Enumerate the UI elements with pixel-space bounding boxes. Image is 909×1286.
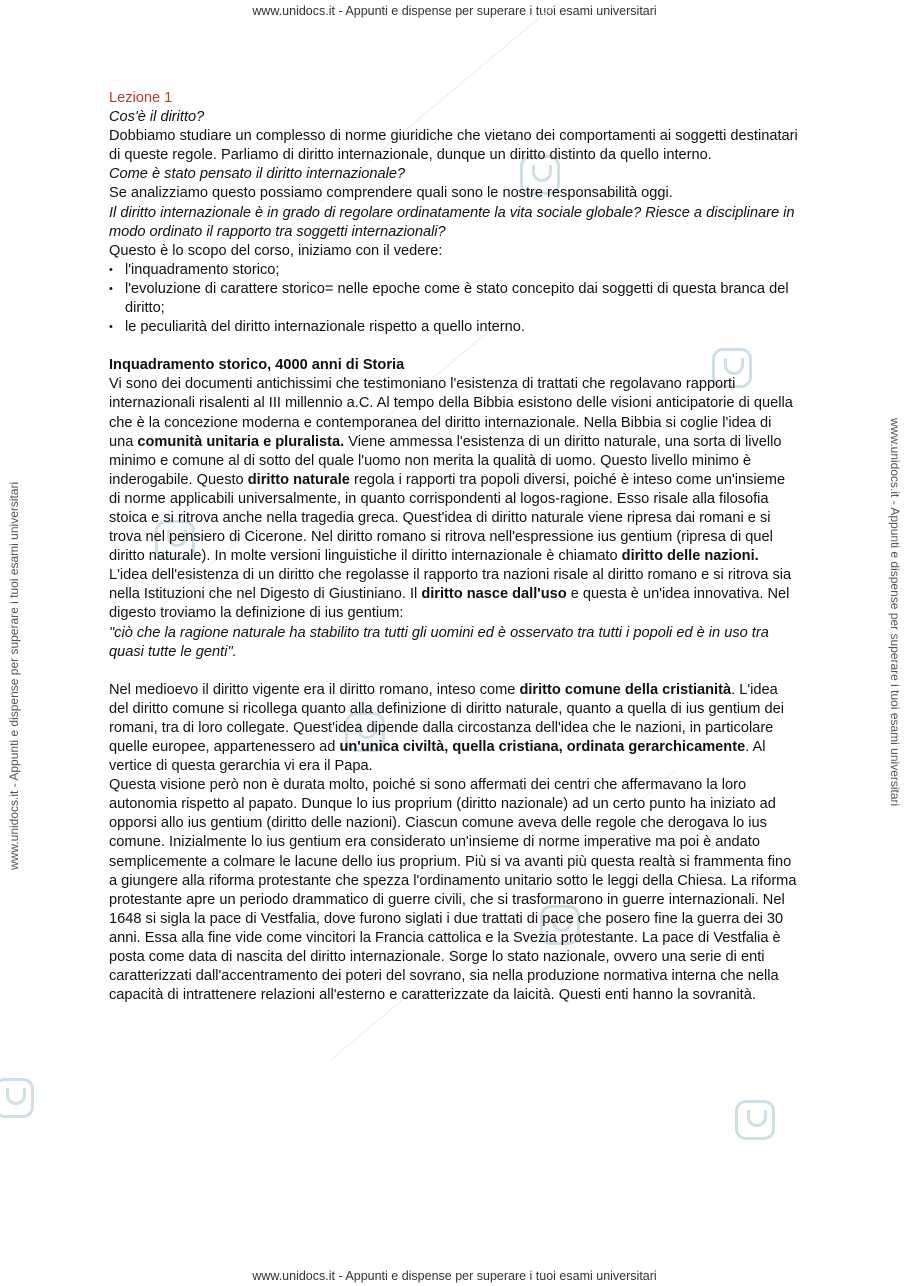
quote-ius-gentium: "ciò che la ragione naturale ha stabilito tra tutti gli uomini ed è osservato tra tutti i popoli ed è in uso tra quasi tutte le genti". — [109, 624, 769, 660]
watermark-logo-icon — [735, 1100, 775, 1140]
document-body — [109, 89, 799, 1005]
watermark-logo-icon — [0, 1078, 34, 1118]
paragraph-1: Dobbiamo studiare un complesso di norme giuridiche che vietano dei comportamenti ai soggetti destinatari di queste regole. Parliamo di diritto internazionale, dunque un diritto distinto da quello interno. — [109, 128, 798, 164]
section-heading: Inquadramento storico, 4000 anni di Storia — [109, 357, 405, 374]
list-item: • l'evoluzione di carattere storico= nelle epoche come è stato concepito dai soggetti di questa branca del diritto; — [109, 280, 799, 318]
lesson-label: Lezione 1 — [109, 90, 173, 106]
paragraph-vestfalia: Questa visione però non è durata molto, poiché si sono affermati dei centri che affermavano la loro autonomia rispetto al papato. Dunque lo ius proprium (diritto nazionale) ad un certo punto ha iniziato ad opporsi allo ius gentium (diritto delle nazioni). Ciascun comune aveva delle regole che derogava lo ius comune. Inizialmente lo ius gentium era considerato un'insieme di norme imperative ma poi è andato semplicemente a colmare le lacune dello ius proprium. Più si va avanti più questa realtà si frammenta fino a giungere alla riforma protestante che spezza l'ordinamento unitario sotto le leggi della Chiesa. La riforma protestante apre un periodo drammatico di guerre civili, che si trasformarono in guerre internazionali. Nel 1648 si sigla la pace di Vestfalia, dove furono siglati i due trattati di pace che posero fine la guerra dei 30 anni. Essa alla fine vide come vincitori la Francia cattolica e la Svezia protestante. La pace di Vestfalia è posta come data di nascita del diritto internazionale. Sorge lo stato nazionale, ovvero una serie di enti caratterizzati dall'accentramento dei poteri del sovrano, sia nella produzione normativa interna che nella capacità di intrattenere relazioni all'esterno e caratterizzate da laicità. Questi enti hanno la sovranità. — [109, 777, 797, 1004]
paragraph-history: Vi sono dei documenti antichissimi che testimoniano l'esistenza di trattati che regolavano rapporti internazionali risalenti al III millennio a.C. Al tempo della Bibbia esistono delle visioni anticipatorie di quella che è la concezione moderna e contemporanea del diritto internazionale. Nella Bibbia si coglie l'idea di una comunità unitaria e pluralista. Viene ammessa l'esistenza di un diritto naturale, una sorta di livello minimo e comune al di sotto del quale l'uomo non merita la qualità di uomo. Questo livello minimo è inderogabile. Questo diritto naturale regola i rapporti tra popoli diversi, poiché è inteso come un'insieme di norme applicabili universalmente, in quanto corrispondenti al logos-ragione. Esso risale alla filosofia stoica e si ritrova anche nella tragedia greca. Quest'idea di diritto naturale viene ripresa dai romani e si trova nel pensiero di Cicerone. Nel diritto romano si ritrova nell'espressione ius gentium (ripresa di quel diritto naturale). In molte versioni linguistiche il diritto internazionale è chiamato diritto delle nazioni. L'idea dell'esistenza di un diritto che regolasse il rapporto tra nazioni risale al diritto romano e si ritrova sia nella Istituzioni che nel Digesto di Giustiniano. Il diritto nasce dall'uso e questa è un'idea innovativa. Nel digesto troviamo la definizione di ius gentium: — [109, 376, 793, 622]
right-watermark-banner: www.unidocs.it - Appunti e dispense per superare i tuoi esami universitari — [888, 418, 902, 807]
question-2: Come è stato pensato il diritto internazionale? — [109, 166, 406, 183]
paragraph-3: Questo è lo scopo del corso, iniziamo con il vedere: — [109, 242, 443, 259]
list-item: • le peculiarità del diritto internazionale rispetto a quello interno. — [109, 318, 799, 337]
paragraph-medioevo: Nel medioevo il diritto vigente era il diritto romano, inteso come diritto comune della cristianità. L'idea del diritto comune si ricollega quanto alla definizione di diritto naturale, quanto a quella di ius gentium dei romani, tra di loro collegate. Quest'idea dipende dalla circostanza dell'idea che le nazioni, in particolare quelle europee, appartenessero ad un'unica civiltà, quella cristiana, ordinata gerarchicamente. Al vertice di questa gerarchia vi era il Papa. — [109, 681, 784, 775]
left-watermark-banner: www.unidocs.it - Appunti e dispense per superare i tuoi esami universitari — [7, 481, 21, 870]
question-3: Il diritto internazionale è in grado di regolare ordinatamente la vita sociale globale? Riesce a disciplinare in modo ordinato il rapporto tra soggetti internazionali? — [109, 204, 795, 240]
paragraph-2: Se analizziamo questo possiamo comprendere quali sono le nostre responsabilità oggi. — [109, 185, 673, 202]
question-1: Cos'è il diritto? — [109, 109, 205, 126]
list-item: • l'inquadramento storico; — [109, 261, 799, 280]
bottom-watermark-banner: www.unidocs.it - Appunti e dispense per superare i tuoi esami universitari — [252, 1269, 657, 1283]
topic-list — [109, 261, 799, 337]
top-watermark-banner: www.unidocs.it - Appunti e dispense per superare i tuoi esami universitari — [252, 4, 657, 18]
